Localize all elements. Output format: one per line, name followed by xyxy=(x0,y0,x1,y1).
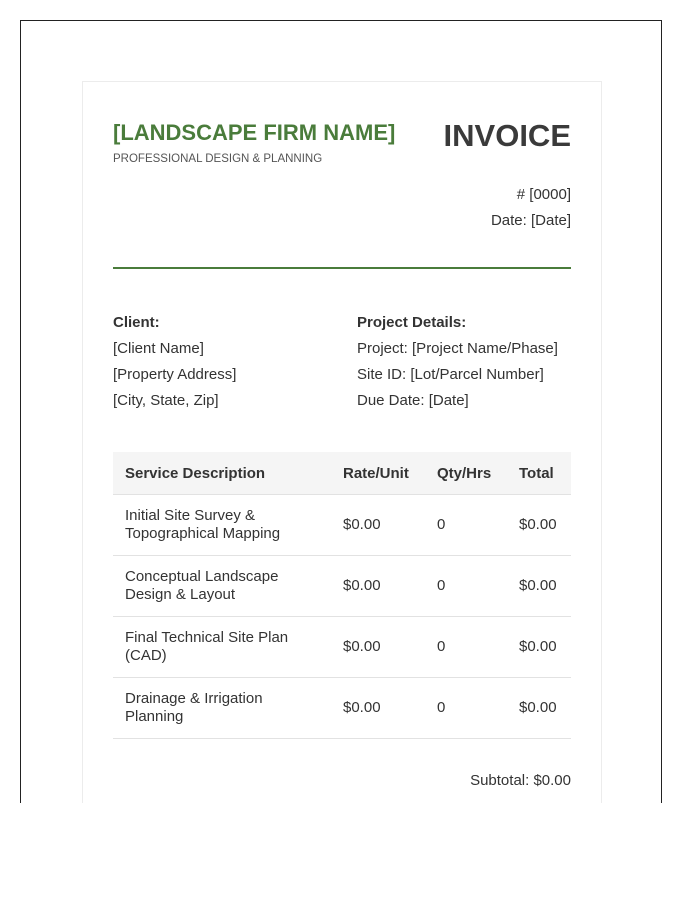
firm-name: [LANDSCAPE FIRM NAME] xyxy=(113,120,396,145)
service-qty: 0 xyxy=(425,678,507,739)
document-frame xyxy=(20,20,662,803)
service-description: Initial Site Survey & Topographical Mapping xyxy=(113,495,331,556)
column-header-description: Service Description xyxy=(113,452,331,495)
project-due-date: Due Date: [Date] xyxy=(357,392,469,409)
table-header-row xyxy=(113,452,571,495)
service-qty: 0 xyxy=(425,617,507,678)
table-row xyxy=(113,678,571,739)
invoice-date: Date: [Date] xyxy=(490,212,571,229)
column-header-total: Total xyxy=(507,452,571,495)
client-address: [Property Address] xyxy=(113,366,237,383)
client-heading: Client: xyxy=(113,314,160,331)
service-description: Drainage & Irrigation Planning xyxy=(113,678,331,739)
service-description: Conceptual Landscape Design & Layout xyxy=(113,556,331,617)
service-rate: $0.00 xyxy=(331,678,425,739)
service-qty: 0 xyxy=(425,556,507,617)
subtotal: Subtotal: $0.00 xyxy=(470,772,571,789)
service-total: $0.00 xyxy=(507,556,571,617)
service-rate: $0.00 xyxy=(331,556,425,617)
firm-tagline: PROFESSIONAL DESIGN & PLANNING xyxy=(113,153,323,165)
service-qty: 0 xyxy=(425,495,507,556)
service-rate: $0.00 xyxy=(331,495,425,556)
service-total: $0.00 xyxy=(507,617,571,678)
service-total: $0.00 xyxy=(507,678,571,739)
service-total: $0.00 xyxy=(507,495,571,556)
invoice-sheet xyxy=(82,81,602,803)
client-name: [Client Name] xyxy=(113,340,204,357)
project-block xyxy=(357,310,558,414)
client-city: [City, State, Zip] xyxy=(113,392,219,409)
invoice-title: INVOICE xyxy=(443,118,571,153)
header-divider xyxy=(113,267,571,269)
invoice-meta xyxy=(491,182,571,234)
project-name: Project: [Project Name/Phase] xyxy=(357,340,558,357)
table-row xyxy=(113,617,571,678)
column-header-rate: Rate/Unit xyxy=(331,452,425,495)
column-header-qty: Qty/Hrs xyxy=(425,452,507,495)
project-heading: Project Details: xyxy=(357,314,467,331)
project-site-id: Site ID: [Lot/Parcel Number] xyxy=(357,366,544,383)
service-description: Final Technical Site Plan (CAD) xyxy=(113,617,331,678)
service-rate: $0.00 xyxy=(331,617,425,678)
invoice-number: # [0000] xyxy=(516,186,571,203)
services-table xyxy=(113,452,571,739)
table-row xyxy=(113,495,571,556)
table-row xyxy=(113,556,571,617)
client-block xyxy=(113,310,236,414)
